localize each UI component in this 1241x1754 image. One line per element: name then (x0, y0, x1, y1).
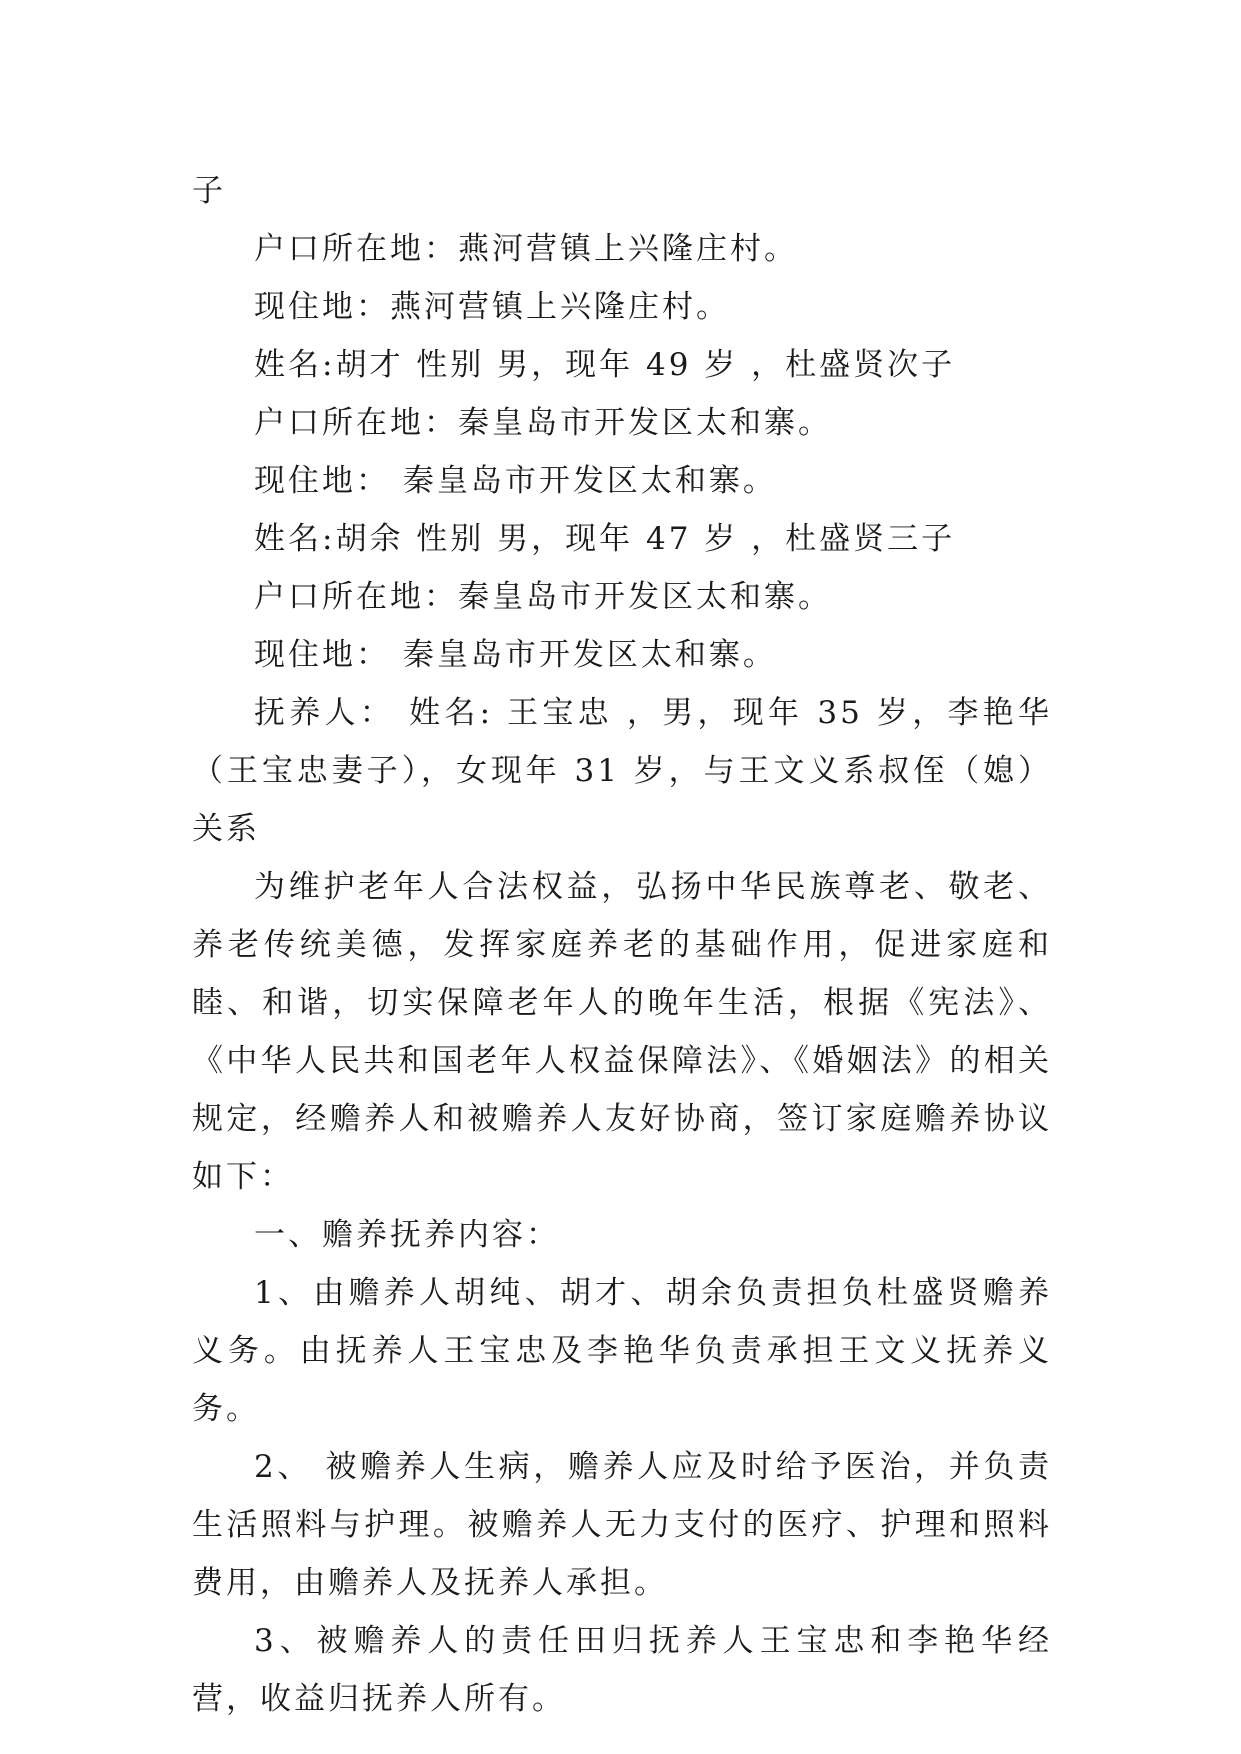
paragraph-person-hu-yu: 姓名:胡余 性别 男，现年 47 岁 ，杜盛贤三子 (254, 521, 956, 557)
section-heading-content: 一、赡养抚养内容： (254, 1217, 560, 1253)
paragraph-person-hu-cai: 姓名:胡才 性别 男，现年 49 岁 ，杜盛贤次子 (254, 347, 956, 383)
paragraph-guardian: 抚养人： 姓名: 王宝忠 ，男，现年 35 岁，李艳华（王宝忠妻子），女现年 31 岁，与王文义系叔侄（媳）关系 (192, 695, 1052, 847)
paragraph-preamble: 为维护老年人合法权益，弘扬中华民族尊老、敬老、养老传统美德，发挥家庭养老的基础作用，促进家庭和睦、和谐，切实保障老年人的晚年生活，根据《宪法》、《中华人民共和国老年人权益保障法》、《婚姻法》的相关规定，经赡养人和被赡养人友好协商，签订家庭赡养协议如下： (192, 869, 1052, 1195)
paragraph-registered-address-2: 户口所在地：秦皇岛市开发区太和寨。 (254, 405, 832, 441)
clause-3: 3、被赡养人的责任田归抚养人王宝忠和李艳华经营，收益归抚养人所有。 (192, 1623, 1052, 1717)
document-body (192, 162, 1052, 1728)
clause-2: 2、 被赡养人生病，赡养人应及时给予医治，并负责生活照料与护理。被赡养人无力支付的医疗、护理和照料费用，由赡养人及抚养人承担。 (192, 1449, 1052, 1601)
paragraph-continuation: 子 (192, 173, 226, 209)
paragraph-current-address-1: 现住地：燕河营镇上兴隆庄村。 (254, 289, 730, 325)
clause-1: 1、由赡养人胡纯、胡才、胡余负责担负杜盛贤赡养义务。由抚养人王宝忠及李艳华负责承担王文义抚养义务。 (192, 1275, 1052, 1427)
paragraph-current-address-2: 现住地： 秦皇岛市开发区太和寨。 (254, 463, 777, 499)
paragraph-current-address-3: 现住地： 秦皇岛市开发区太和寨。 (254, 637, 777, 673)
paragraph-registered-address-1: 户口所在地：燕河营镇上兴隆庄村。 (254, 231, 798, 267)
paragraph-registered-address-3: 户口所在地：秦皇岛市开发区太和寨。 (254, 579, 832, 615)
